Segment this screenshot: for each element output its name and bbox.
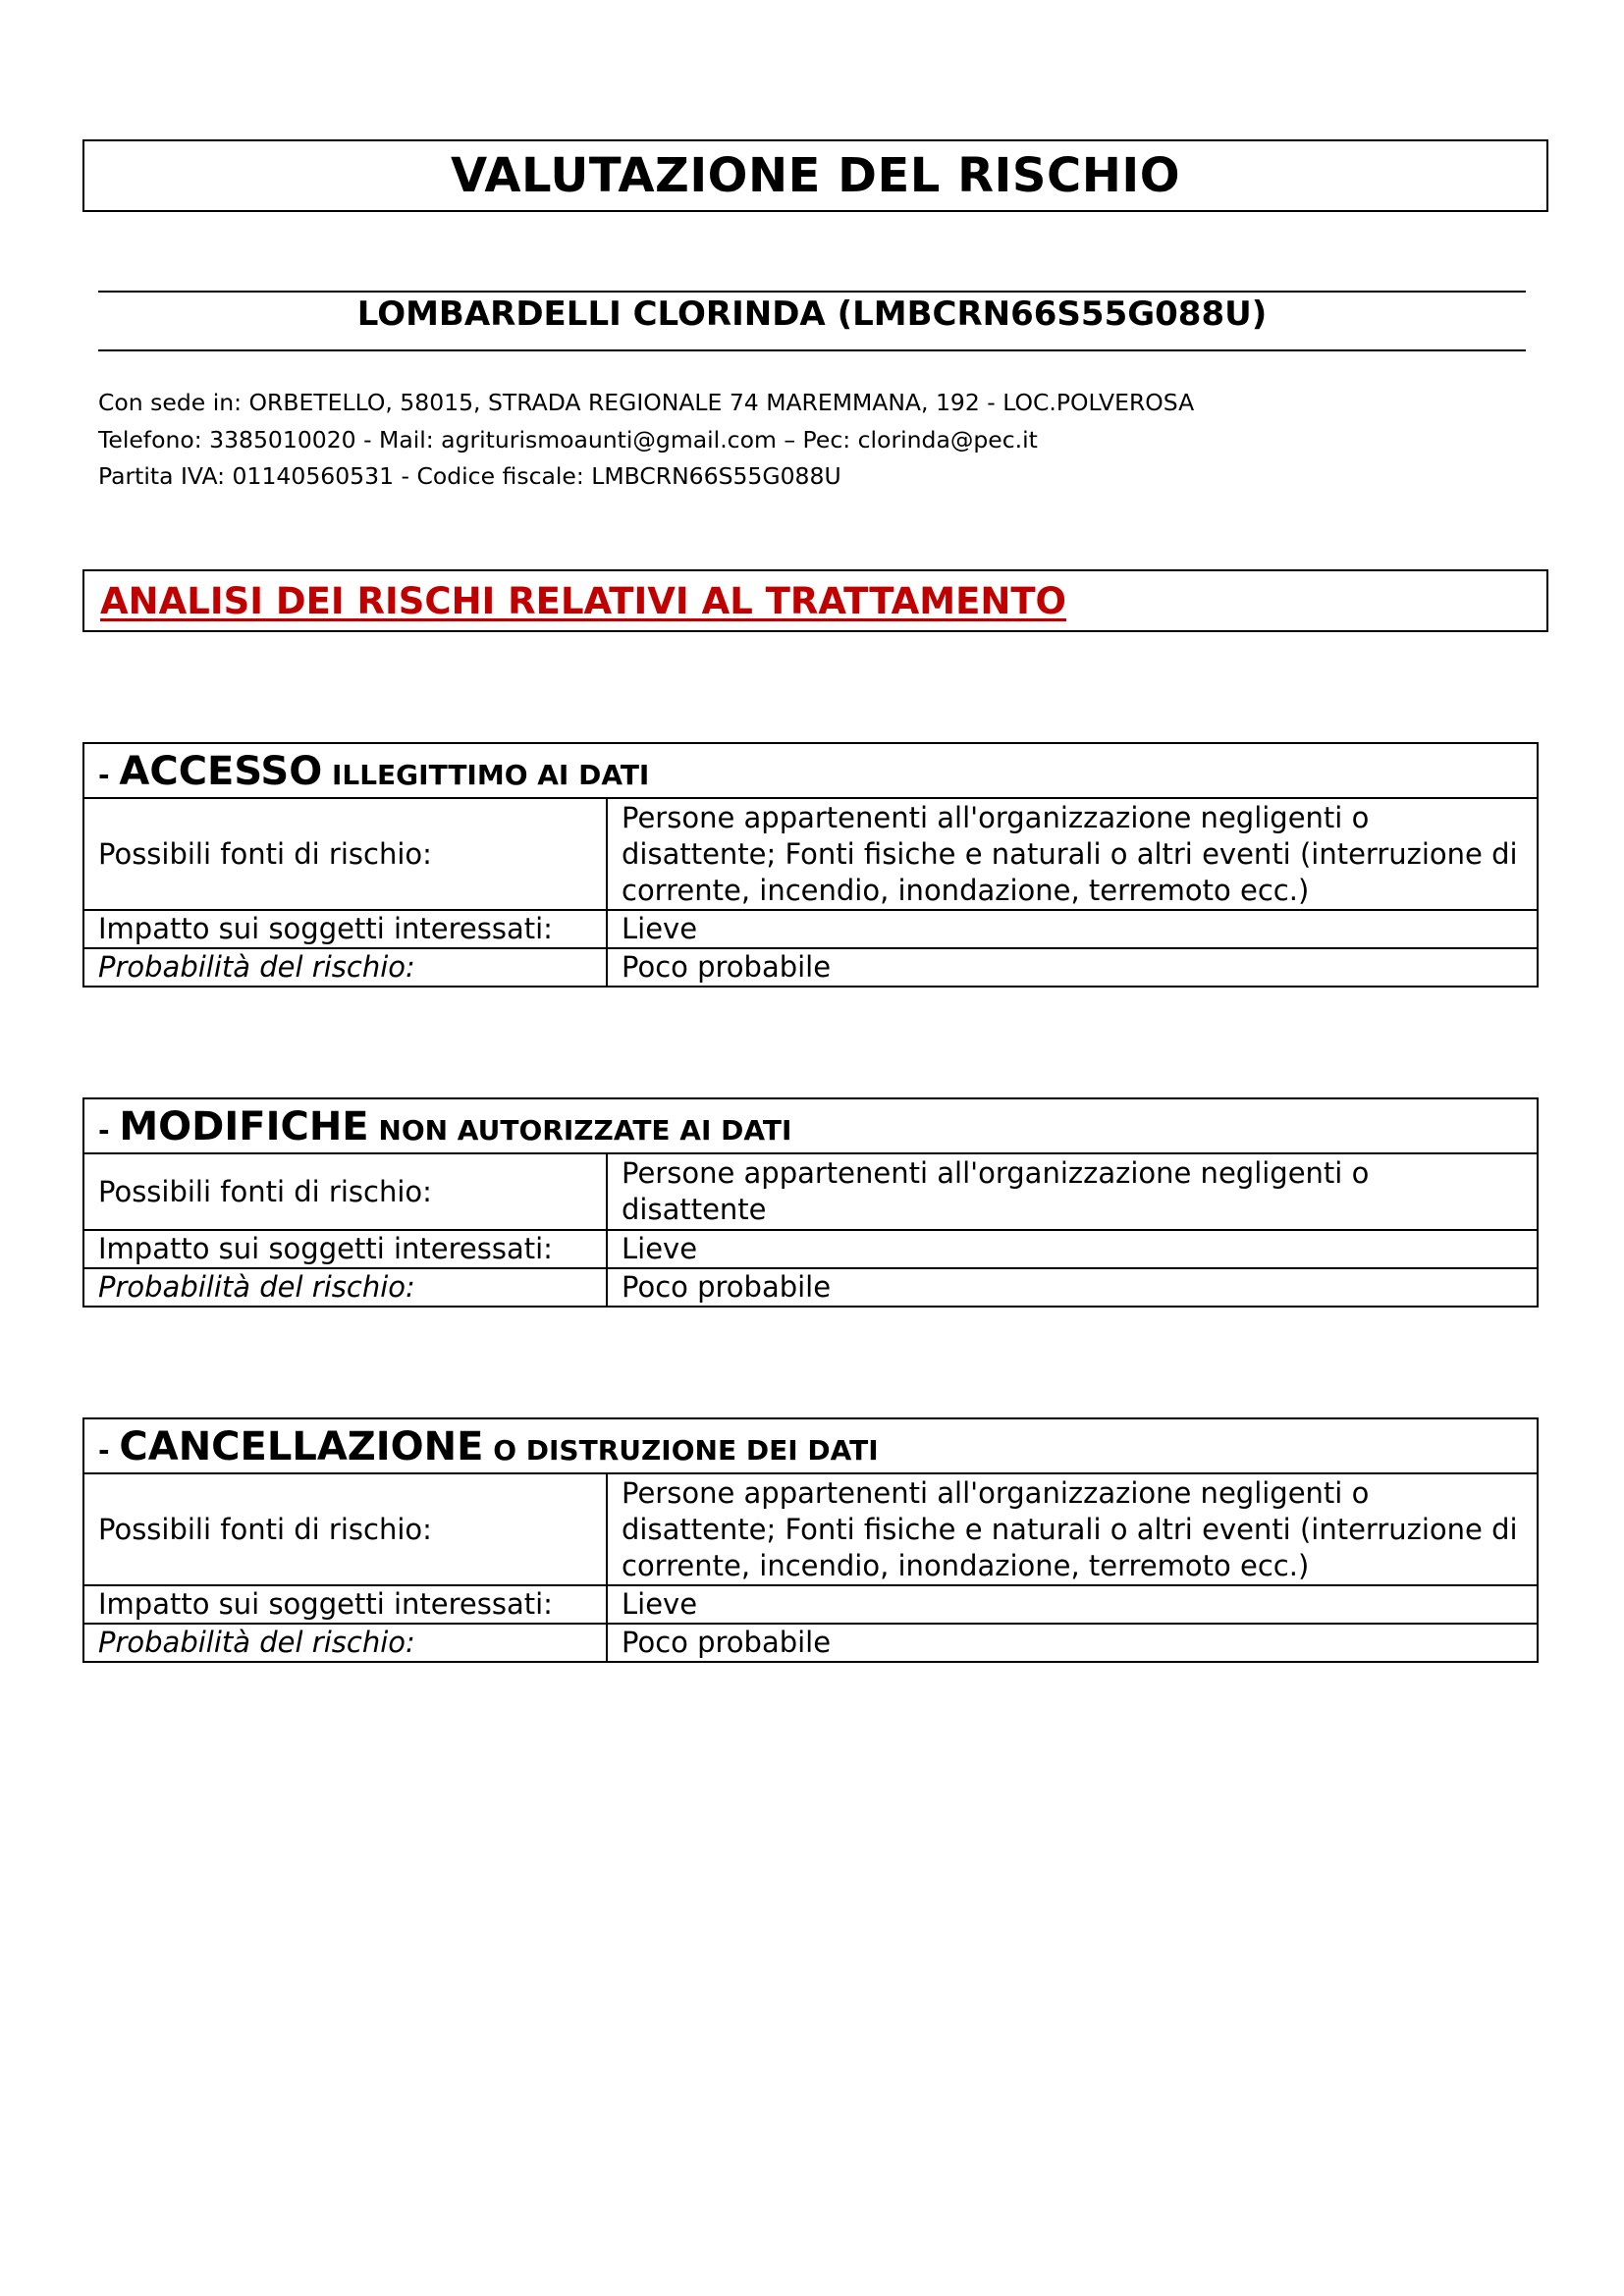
section-heading-box xyxy=(82,569,1548,632)
risk-row-impact xyxy=(83,910,1538,948)
risk-label: Impatto sui soggetti interessati: xyxy=(83,910,607,948)
risk-row-impact xyxy=(83,1585,1538,1624)
risk-title-dash: - xyxy=(98,759,120,791)
section-heading: ANALISI DEI RISCHI RELATIVI AL TRATTAMENTO xyxy=(100,579,1067,622)
risk-value: Lieve xyxy=(607,910,1538,948)
risk-title-dash: - xyxy=(98,1114,120,1147)
risk-title-keyword: MODIFICHE xyxy=(119,1104,369,1149)
risk-value: Lieve xyxy=(607,1585,1538,1624)
risk-row-probability xyxy=(83,1268,1538,1307)
risk-title-row xyxy=(83,1418,1538,1473)
risk-label: Probabilità del rischio: xyxy=(83,1268,607,1307)
risk-value: Lieve xyxy=(607,1230,1538,1268)
company-bottom-rule xyxy=(98,349,1526,351)
risk-table-modifiche xyxy=(82,1097,1539,1308)
risk-value: Poco probabile xyxy=(607,1624,1538,1662)
risk-title xyxy=(83,1098,1538,1153)
risk-row-sources xyxy=(83,798,1538,910)
risk-label: Probabilità del rischio: xyxy=(83,1624,607,1662)
risk-row-probability xyxy=(83,948,1538,987)
risk-title-row xyxy=(83,743,1538,798)
risk-title-keyword: ACCESSO xyxy=(119,749,323,794)
company-top-rule xyxy=(98,291,1526,293)
risk-title xyxy=(83,1418,1538,1473)
risk-label: Probabilità del rischio: xyxy=(83,948,607,987)
risk-title xyxy=(83,743,1538,798)
risk-value: Poco probabile xyxy=(607,948,1538,987)
company-address: Con sede in: ORBETELLO, 58015, STRADA REGIONALE 74 MAREMMANA, 192 - LOC.POLVEROSA xyxy=(98,389,1195,416)
risk-value: Poco probabile xyxy=(607,1268,1538,1307)
risk-label: Possibili fonti di rischio: xyxy=(83,1473,607,1585)
risk-title-row xyxy=(83,1098,1538,1153)
company-info xyxy=(98,385,1194,496)
page-title-box xyxy=(82,139,1548,212)
risk-title-rest: NON AUTORIZZATE AI DATI xyxy=(368,1114,792,1147)
risk-label: Possibili fonti di rischio: xyxy=(83,798,607,910)
risk-label: Impatto sui soggetti interessati: xyxy=(83,1585,607,1624)
risk-value: Persone appartenenti all'organizzazione negligenti o disattente xyxy=(607,1153,1538,1230)
risk-row-sources xyxy=(83,1153,1538,1230)
risk-row-sources xyxy=(83,1473,1538,1585)
risk-value: Persone appartenenti all'organizzazione negligenti o disattente; Fonti fisiche e naturali o altri eventi (interruzione di corrente, incendio, inondazione, terremoto ecc.) xyxy=(607,1473,1538,1585)
company-contacts: Telefono: 3385010020 - Mail: agriturismoaunti@gmail.com – Pec: clorinda@pec.it xyxy=(98,425,1038,454)
risk-table-accesso xyxy=(82,742,1539,988)
risk-value: Persone appartenenti all'organizzazione negligenti o disattente; Fonti fisiche e naturali o altri eventi (interruzione di corrente, incendio, inondazione, terremoto ecc.) xyxy=(607,798,1538,910)
risk-title-rest: ILLEGITTIMO AI DATI xyxy=(322,759,650,791)
risk-label: Possibili fonti di rischio: xyxy=(83,1153,607,1230)
company-name: LOMBARDELLI CLORINDA (LMBCRN66S55G088U) xyxy=(356,294,1268,334)
risk-table-cancellazione xyxy=(82,1417,1539,1663)
page-title: VALUTAZIONE DEL RISCHIO xyxy=(450,148,1181,203)
risk-title-dash: - xyxy=(98,1434,120,1467)
company-tax-ids: Partita IVA: 01140560531 - Codice fiscale: LMBCRN66S55G088U xyxy=(98,462,841,490)
risk-label: Impatto sui soggetti interessati: xyxy=(83,1230,607,1268)
risk-row-impact xyxy=(83,1230,1538,1268)
risk-title-keyword: CANCELLAZIONE xyxy=(119,1424,484,1469)
risk-title-rest: O DISTRUZIONE DEI DATI xyxy=(483,1434,879,1467)
risk-row-probability xyxy=(83,1624,1538,1662)
